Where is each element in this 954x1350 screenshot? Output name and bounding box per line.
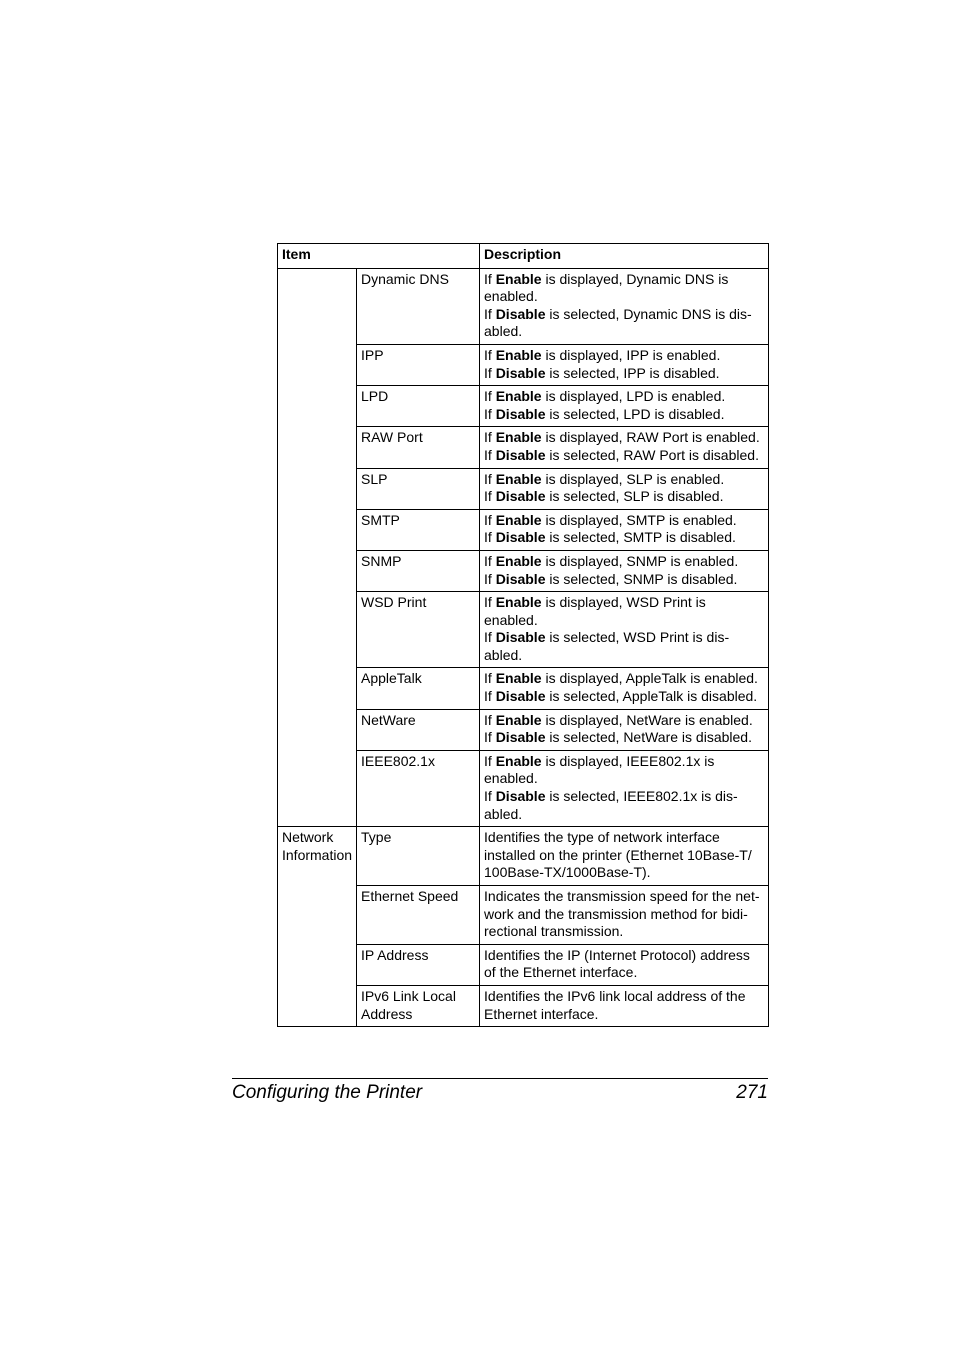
- footer-rule: [232, 1078, 768, 1079]
- description-line: [484, 947, 765, 965]
- description-text: enabled.: [484, 288, 538, 305]
- item-cell: [357, 709, 480, 750]
- description-cell: [480, 509, 769, 550]
- description-text: If: [484, 429, 496, 446]
- description-cell: [480, 550, 769, 591]
- item-label: SMTP: [361, 511, 400, 528]
- item-label: NetWare: [361, 711, 416, 728]
- description-text: If: [484, 405, 496, 422]
- description-text: Identifies the type of network interface: [484, 829, 720, 846]
- item-label: IEEE802.1x: [361, 752, 435, 769]
- description-line: [484, 888, 765, 906]
- description-line: [484, 447, 765, 465]
- description-text: Identifies the IP (Internet Protocol) address: [484, 946, 750, 963]
- bold-keyword: Enable: [495, 711, 542, 728]
- description-text: is selected, AppleTalk is disabled.: [545, 688, 758, 705]
- description-line: [484, 753, 765, 771]
- item-label-line: IP Address: [361, 946, 429, 963]
- item-label: RAW Port: [361, 429, 423, 446]
- description-cell: [480, 985, 769, 1026]
- description-line: [484, 788, 765, 806]
- description-text: is selected, WSD Print is dis-: [545, 629, 730, 646]
- item-label-line: Address: [361, 1005, 413, 1022]
- description-text: is selected, SLP is disabled.: [545, 488, 724, 505]
- item-cell: [357, 827, 480, 886]
- description-line: [484, 729, 765, 747]
- description-text: Identifies the IPv6 link local address of the: [484, 987, 746, 1004]
- description-text: If: [484, 470, 496, 487]
- description-line: [484, 347, 765, 365]
- description-line: [484, 388, 765, 406]
- bold-keyword: Enable: [495, 594, 542, 611]
- description-text: If: [484, 594, 496, 611]
- description-text: is displayed, LPD is enabled.: [541, 388, 726, 405]
- item-label-line: Type: [361, 829, 392, 846]
- bold-keyword: Enable: [495, 270, 542, 287]
- description-line: [484, 964, 765, 982]
- description-text: If: [484, 305, 496, 322]
- bold-keyword: Disable: [495, 570, 546, 587]
- description-text: is selected, NetWare is disabled.: [545, 729, 752, 746]
- description-text: Indicates the transmission speed for the net-: [484, 888, 760, 904]
- group-cell-empty: [278, 268, 357, 827]
- page-number: 271: [736, 1082, 768, 1103]
- description-text: is displayed, NetWare is enabled.: [541, 711, 753, 728]
- table-row: [278, 827, 769, 886]
- description-text: If: [484, 629, 496, 646]
- item-label-line: Ethernet Speed: [361, 888, 459, 904]
- description-text: of the Ethernet interface.: [484, 964, 638, 981]
- description-text: If: [484, 488, 496, 505]
- description-cell: [480, 468, 769, 509]
- description-line: [484, 847, 765, 865]
- description-text: Ethernet interface.: [484, 1005, 599, 1022]
- description-cell: [480, 344, 769, 385]
- bold-keyword: Enable: [495, 511, 542, 528]
- description-line: [484, 988, 765, 1006]
- description-text: installed on the printer (Ethernet 10Base-T/: [484, 846, 752, 863]
- bold-keyword: Disable: [495, 488, 546, 505]
- bold-keyword: Disable: [495, 405, 546, 422]
- item-cell: [357, 985, 480, 1026]
- description-text: If: [484, 688, 496, 705]
- bold-keyword: Enable: [495, 470, 542, 487]
- description-cell: [480, 427, 769, 468]
- description-line: [484, 323, 765, 341]
- bold-keyword: Disable: [495, 305, 546, 322]
- bold-keyword: Enable: [495, 670, 542, 687]
- description-line: [484, 488, 765, 506]
- description-text: If: [484, 552, 496, 569]
- item-cell: [357, 592, 480, 668]
- table-body: [278, 268, 769, 1027]
- description-cell: [480, 827, 769, 886]
- description-text: If: [484, 529, 496, 546]
- bold-keyword: Disable: [495, 529, 546, 546]
- description-text: is displayed, IEEE802.1x is: [541, 752, 715, 769]
- description-cell: [480, 268, 769, 344]
- item-label: SLP: [361, 470, 388, 487]
- bold-keyword: Enable: [495, 388, 542, 405]
- item-label: WSD Print: [361, 594, 427, 611]
- item-label-line: IPv6 Link Local: [361, 987, 456, 1004]
- description-cell: [480, 750, 769, 826]
- description-line: [484, 365, 765, 383]
- description-text: is displayed, SMTP is enabled.: [541, 511, 737, 528]
- description-line: [484, 306, 765, 324]
- bold-keyword: Enable: [495, 429, 542, 446]
- item-cell: [357, 886, 480, 945]
- description-text: abled.: [484, 805, 523, 822]
- item-cell: [357, 509, 480, 550]
- item-label: SNMP: [361, 552, 402, 569]
- description-text: is displayed, WSD Print is: [541, 594, 706, 611]
- description-text: is selected, Dynamic DNS is dis-: [545, 305, 752, 322]
- description-line: [484, 864, 765, 882]
- description-line: [484, 471, 765, 489]
- description-text: is selected, LPD is disabled.: [545, 405, 725, 422]
- description-text: is selected, SMTP is disabled.: [545, 529, 736, 546]
- item-cell: [357, 427, 480, 468]
- description-cell: [480, 709, 769, 750]
- item-cell: [357, 550, 480, 591]
- description-line: [484, 288, 765, 306]
- description-text: is selected, RAW Port is disabled.: [545, 446, 759, 463]
- description-text: If: [484, 364, 496, 381]
- bold-keyword: Enable: [495, 752, 542, 769]
- item-cell: [357, 750, 480, 826]
- footer-title: Configuring the Printer: [232, 1082, 423, 1103]
- description-text: is selected, IEEE802.1x is dis-: [545, 788, 738, 805]
- description-text: If: [484, 446, 496, 463]
- description-line: [484, 647, 765, 665]
- description-line: [484, 629, 765, 647]
- description-line: [484, 829, 765, 847]
- description-text: If: [484, 346, 496, 363]
- item-label: Dynamic DNS: [361, 270, 449, 287]
- description-line: [484, 553, 765, 571]
- description-text: abled.: [484, 323, 523, 340]
- description-text: is displayed, AppleTalk is enabled.: [541, 670, 758, 687]
- description-text: rectional transmission.: [484, 923, 624, 940]
- description-text: is displayed, SLP is enabled.: [541, 470, 725, 487]
- bold-keyword: Enable: [495, 346, 542, 363]
- settings-table: [277, 243, 769, 1027]
- bold-keyword: Disable: [495, 688, 546, 705]
- description-text: If: [484, 511, 496, 528]
- description-text: enabled.: [484, 611, 538, 628]
- bold-keyword: Disable: [495, 788, 546, 805]
- description-text: is displayed, RAW Port is enabled.: [541, 429, 760, 446]
- item-label: IPP: [361, 346, 384, 363]
- description-line: [484, 594, 765, 612]
- description-text: is selected, SNMP is disabled.: [545, 570, 738, 587]
- item-label: AppleTalk: [361, 670, 422, 687]
- description-line: [484, 406, 765, 424]
- description-text: If: [484, 752, 496, 769]
- header-description: Description: [480, 244, 769, 269]
- item-label: LPD: [361, 388, 389, 405]
- description-line: [484, 688, 765, 706]
- description-text: enabled.: [484, 770, 538, 787]
- group-label-line: Network: [282, 829, 334, 846]
- item-cell: [357, 386, 480, 427]
- description-text: If: [484, 670, 496, 687]
- description-text: If: [484, 570, 496, 587]
- group-label-line: Information: [282, 846, 353, 863]
- description-line: [484, 712, 765, 730]
- description-text: is displayed, IPP is enabled.: [541, 346, 721, 363]
- description-line: [484, 571, 765, 589]
- description-cell: [480, 668, 769, 709]
- description-line: [484, 806, 765, 824]
- group-cell: [278, 827, 357, 1027]
- bold-keyword: Disable: [495, 446, 546, 463]
- table-header-row: [278, 244, 769, 269]
- description-text: If: [484, 711, 496, 728]
- bold-keyword: Disable: [495, 629, 546, 646]
- description-cell: [480, 886, 769, 945]
- description-text: is displayed, Dynamic DNS is: [541, 270, 729, 287]
- item-cell: [357, 668, 480, 709]
- description-line: [484, 271, 765, 289]
- item-cell: [357, 944, 480, 985]
- item-cell: [357, 344, 480, 385]
- header-item: Item: [278, 244, 480, 269]
- description-line: [484, 1006, 765, 1024]
- description-text: 100Base-TX/1000Base-T).: [484, 864, 651, 881]
- description-line: [484, 612, 765, 630]
- description-text: work and the transmission method for bidi-: [484, 905, 748, 922]
- description-line: [484, 770, 765, 788]
- description-text: is displayed, SNMP is enabled.: [541, 552, 739, 569]
- description-text: abled.: [484, 646, 523, 663]
- bold-keyword: Disable: [495, 364, 546, 381]
- description-line: [484, 906, 765, 924]
- item-cell: [357, 268, 480, 344]
- description-line: [484, 512, 765, 530]
- description-text: is selected, IPP is disabled.: [545, 364, 720, 381]
- description-line: [484, 429, 765, 447]
- description-cell: [480, 386, 769, 427]
- description-text: If: [484, 729, 496, 746]
- description-line: [484, 670, 765, 688]
- description-text: If: [484, 788, 496, 805]
- item-cell: [357, 468, 480, 509]
- description-text: If: [484, 270, 496, 287]
- description-line: [484, 923, 765, 941]
- bold-keyword: Disable: [495, 729, 546, 746]
- bold-keyword: Enable: [495, 552, 542, 569]
- description-line: [484, 529, 765, 547]
- description-text: If: [484, 388, 496, 405]
- table-row: [278, 268, 769, 344]
- description-cell: [480, 944, 769, 985]
- description-cell: [480, 592, 769, 668]
